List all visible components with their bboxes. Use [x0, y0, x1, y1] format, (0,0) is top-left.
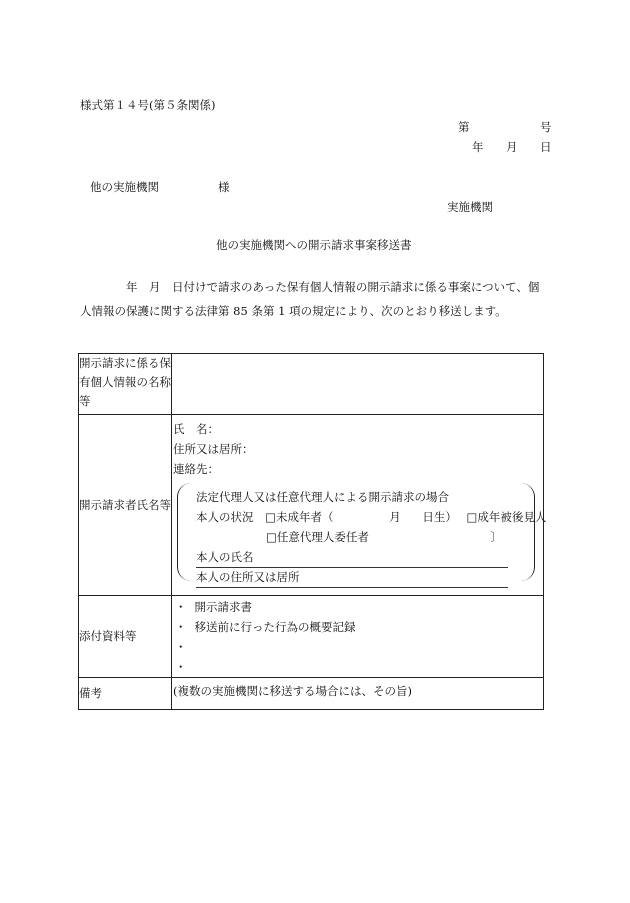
table-row: [79, 596, 544, 678]
row-label-remarks: 備考: [79, 678, 172, 710]
bullet-icon: ・: [175, 600, 187, 614]
table-row: [79, 354, 544, 415]
document-title: 他の実施機関への開示請求事案移送書: [216, 238, 412, 252]
body-line-2: 人情報の保護に関する法律第 85 条第 1 項の規定により、次のとおり移送します。: [80, 304, 507, 318]
row-value-attachments: [172, 596, 544, 678]
date-month: 月: [506, 140, 518, 154]
date-year: 年: [472, 140, 484, 154]
row-label-requester: 開示請求者氏名等: [79, 415, 172, 596]
table-row: [79, 678, 544, 710]
body-text: [80, 275, 550, 323]
sender: 実施機関: [447, 200, 493, 214]
minor-checkbox[interactable]: □未成年者（: [265, 510, 334, 524]
doc-number-prefix: 第: [458, 120, 470, 134]
row-label-info-name: 開示請求に係る保有個人情報の名称等: [79, 354, 172, 415]
doc-number-suffix: 号: [540, 120, 552, 134]
requester-name: 氏 名：: [173, 422, 219, 436]
transfer-table: [78, 353, 547, 710]
bullet-icon: ・: [175, 660, 187, 674]
attachment-item: [175, 637, 543, 657]
principal-address-line: [196, 567, 524, 587]
row-value-requester: [172, 415, 547, 596]
addressee-honorific: 様: [218, 180, 230, 194]
minor-born: 日生）: [422, 510, 457, 524]
row-value-remarks: (複数の実施機関に移送する場合には、その旨): [172, 678, 544, 710]
principal-name: 本人の氏名: [196, 547, 508, 568]
principal-name-line: [196, 547, 524, 567]
bullet-icon: ・: [175, 620, 187, 634]
agent-status-label: 本人の状況: [196, 510, 254, 524]
agent-heading: 法定代理人又は任意代理人による開示請求の場合: [196, 490, 449, 504]
date-day: 日: [540, 140, 552, 154]
close-bracket: 〕: [490, 530, 503, 544]
addressee-name: 他の実施機関: [90, 180, 159, 194]
requester-address: 住所又は居所：: [173, 442, 254, 456]
form-number: 様式第１４号(第５条関係): [80, 98, 216, 112]
delegator-line: [196, 527, 524, 547]
agent-bracket: [177, 483, 547, 584]
row-label-attachments: 添付資料等: [79, 596, 172, 678]
requester-contact: 連絡先：: [173, 462, 219, 476]
body-line-1: 年 月 日付けで請求のあった保有個人情報の開示請求に係る事案について、個: [126, 280, 540, 294]
guardian-checkbox[interactable]: □成年被後見人: [466, 510, 547, 524]
attachment-item: ・ 開示請求書: [175, 600, 252, 614]
delegator-checkbox[interactable]: □任意代理人委任者: [266, 530, 369, 544]
row-value-info-name: [172, 354, 544, 415]
bullet-icon: ・: [175, 640, 187, 654]
attachment-item: [175, 657, 543, 677]
minor-month: 月: [389, 510, 401, 524]
agent-status-line: [196, 507, 547, 527]
attachment-item: ・ 移送前に行った行為の概要記録: [175, 620, 356, 634]
table-row: [79, 415, 544, 596]
principal-address: 本人の住所又は居所: [196, 567, 508, 588]
